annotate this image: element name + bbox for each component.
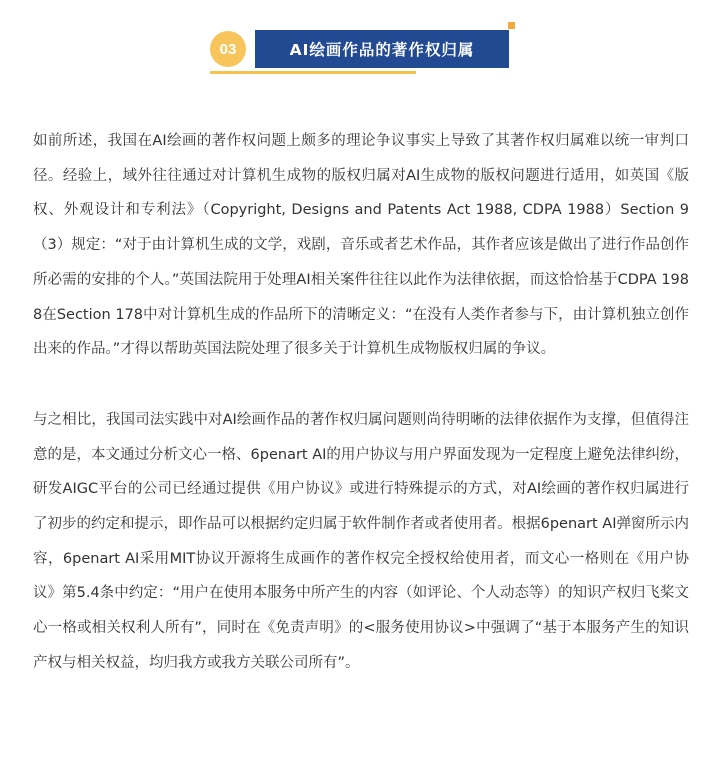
paragraph-1: 如前所述，我国在AI绘画的著作权问题上颇多的理论争议事实上导致了其著作权归属难以统一审判口径。经验上，域外往往通过对计算机生成物的版权归属对AI生成物的版权问题进行适用，如英国《版权、外观设计和专利法》（Copyright, Designs and Patents Act 1988, CDPA 1988）Section 9（3）规定：“对于由计算机生成的文学，戏剧，音乐或者艺术作品，其作者应该是做出了进行作品创作所必需的安排的个人。”英国法院用于处理AI相关案件往往以此作为法律依据，而这恰恰基于CDPA 1988在Section 178中对计算机生成的作品所下的清晰定义：“在没有人类作者参与下，由计算机独立创作出来的作品。”才得以帮助英国法院处理了很多关于计算机生成物版权归属的争议。 bbox=[33, 133, 689, 358]
section-number-badge: 03 bbox=[210, 31, 246, 67]
paragraph-2: 与之相比，我国司法实践中对AI绘画作品的著作权归属问题则尚待明晰的法律依据作为支撑，但值得注意的是，本文通过分析文心一格、6penart AI的用户协议与用户界面发现为一定程度上避免法律纠纷，研发AIGC平台的公司已经通过提供《用户协议》或进行特殊提示的方式，对AI绘画的著作权归属进行了初步的约定和提示，即作品可以根据约定归属于软件制作者或者使用者。根据6penart AI弹窗所示内容，6penart AI采用MIT协议开源将生成画作的著作权完全授权给使用者，而文心一格则在《用户协议》第5.4条中约定：“用户在使用本服务中所产生的内容（如评论、个人动态等）的知识产权归飞桨文心一格或相关权利人所有”，同时在《免责声明》的<服务使用协议>中强调了“基于本服务产生的知识产权与相关权益，均归我方或我方关联公司所有”。 bbox=[33, 411, 689, 671]
section-title: AI绘画作品的著作权归属 bbox=[255, 30, 509, 68]
article-body bbox=[33, 124, 689, 681]
title-underline bbox=[210, 71, 416, 74]
corner-accent bbox=[508, 22, 515, 29]
section-header bbox=[0, 0, 720, 80]
